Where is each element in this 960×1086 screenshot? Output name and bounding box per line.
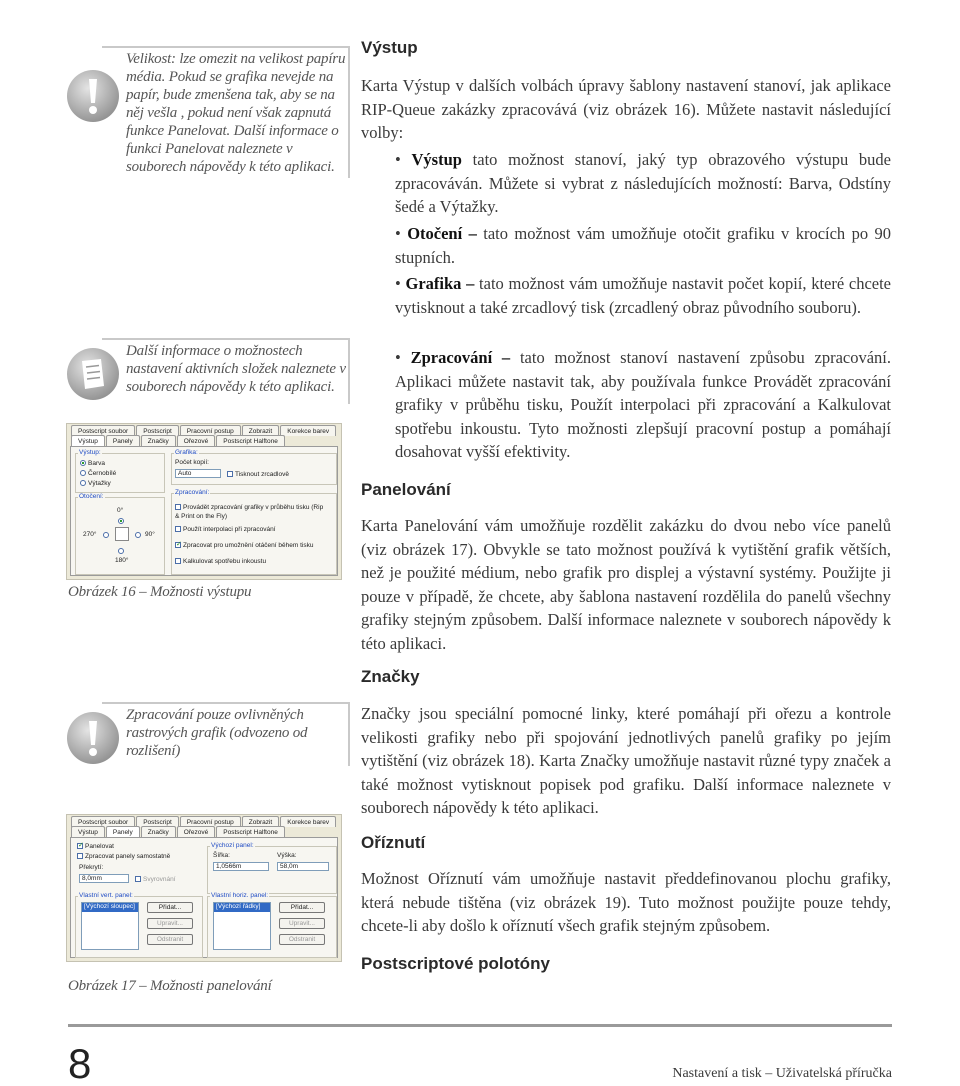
tab-zobrazit[interactable]: Zobrazit xyxy=(242,425,279,436)
radio-cernobile[interactable]: Černobílé xyxy=(80,469,116,478)
prekryti-input[interactable]: 8,0mm xyxy=(79,874,129,883)
tab-znacky[interactable]: Značky xyxy=(141,826,176,837)
tab-panely[interactable]: Panely xyxy=(106,826,140,837)
tab-panely[interactable]: Panely xyxy=(106,435,140,446)
figure-16-screenshot xyxy=(66,423,342,580)
angle-180: 180° xyxy=(115,557,129,564)
note-rule-vertical xyxy=(348,46,350,178)
bullet-grafika: • Grafika – tato možnost vám umožňuje nastavit počet kopií, které chcete vytisknout a také zrcadlový tisk (zrcadlený obraz původního souboru). xyxy=(395,274,892,317)
pridat-horiz-button[interactable]: Přidat... xyxy=(279,902,325,913)
znacky-text: Značky jsou speciální pomocné linky, které pomáhají při ořezu a kontrole velikosti grafiky nebo při spojování jednotlivých panelů grafiky po jejím vytištění (viz obrázek 18). Karta Značky umožňuje nastavit různé typy značek a také možnost vytisknout popisek pod grafiku. Další informace naleznete v souborech nápovědy k této aplikaci. xyxy=(361,704,891,817)
group-label-vlastni-vert: Vlastní vert. panel: xyxy=(79,892,133,899)
note-rule xyxy=(102,702,350,704)
group-label-otoceni: Otočení: xyxy=(79,493,104,500)
checkbox-otaceni[interactable]: ✓Zpracovat pro umožnění otáčení během tisku xyxy=(175,541,313,550)
pocet-kopii-label: Počet kopií: xyxy=(175,459,209,466)
bullet-otoceni: • Otočení – tato možnost vám umožňuje otočit grafiku v krocích po 90 stupních. xyxy=(395,224,891,267)
tab-vystup[interactable]: Výstup xyxy=(71,435,105,446)
group-label-vlastni-horiz: Vlastní horiz. panel: xyxy=(211,892,269,899)
horiz-panel-item[interactable]: [Výchozí řádky] xyxy=(214,903,270,912)
page-number: 8 xyxy=(68,1040,92,1086)
vyska-label: Výška: xyxy=(277,852,297,859)
tab-postscript[interactable]: Postscript xyxy=(136,425,179,436)
tab-pracovni-postup[interactable]: Pracovní postup xyxy=(180,425,241,436)
tabs-front-row xyxy=(67,435,341,446)
tab-panel-vystup xyxy=(70,446,338,576)
note-text: Velikost: lze omezit na velikost papíru médiа. Pokud se grafika nevejde na papír, bude zmenšena tak, aby se na něj vešla , pokud není však zapnutá funkce Panelovat. Další informace o funkci Panelovat naleznete v souborech nápovědy k této aplikaci. xyxy=(126,51,346,175)
tab-korekce-barev[interactable]: Korekce barev xyxy=(280,425,336,436)
note-velikost xyxy=(62,46,350,186)
checkbox-zrcadlove[interactable]: Tisknout zrcadlově xyxy=(227,470,289,479)
note-zpracovani xyxy=(62,702,350,782)
tab-postscript[interactable]: Postscript xyxy=(136,816,179,827)
upravit-horiz-button[interactable]: Upravit... xyxy=(279,918,325,929)
checkbox-samostatne[interactable]: Zpracovat panely samostatně xyxy=(77,852,170,861)
note-dalsi-informace xyxy=(62,338,350,414)
tab-znacky[interactable]: Značky xyxy=(141,435,176,446)
radio-angle-0[interactable] xyxy=(118,517,126,526)
exclamation-icon xyxy=(65,710,121,766)
tab-pracovni-postup[interactable]: Pracovní postup xyxy=(180,816,241,827)
radio-angle-180[interactable] xyxy=(118,547,126,556)
oriznuti-text: Možnost Oříznutí vám umožňuje nastavit předdefinovanou plochu grafiky, která nebude tištěna (viz obrázek 19). Tuto možnost použijte pouze tehdy, chcete-li aby došlo k oříznutí všech grafik stejným způsobem. xyxy=(361,869,891,935)
note-rule-vertical xyxy=(348,338,350,404)
checkbox-spotreba[interactable]: Kalkulovat spotřebu inkoustu xyxy=(175,557,266,566)
pocet-kopii-input[interactable]: Auto xyxy=(175,469,221,478)
group-label-vychozi-panel: Výchozí panel: xyxy=(211,842,254,849)
tab-postscript-soubor[interactable]: Postscript soubor xyxy=(71,816,135,827)
vyska-input[interactable]: 58,0m xyxy=(277,862,329,871)
tab-vystup[interactable]: Výstup xyxy=(71,826,105,837)
figure-17-caption: Obrázek 17 – Možnosti panelování xyxy=(68,978,272,994)
footer-rule xyxy=(68,1024,892,1027)
group-label-grafika: Grafika: xyxy=(175,449,198,456)
radio-angle-270[interactable] xyxy=(103,531,111,540)
bullet-vystup: • Výstup tato možnost stanoví, jaký typ obrazového výstupu bude zpracováván. Můžete si vybrat z následujících možností: Barva, Odstíny šedé a Výtažky. xyxy=(395,150,892,216)
document-icon xyxy=(65,346,121,402)
note-rule xyxy=(102,338,350,340)
checkbox-panelovat[interactable]: ✓Panelovat xyxy=(77,842,114,851)
sirka-label: Šířka: xyxy=(213,852,230,859)
bullet-zpracovani: • Zpracování – tato možnost stanoví nastavení způsobu zpracování. Aplikaci můžete nastavit tak, aby používala funkce Provádět zpracování grafiky v průběhu tisku, Použít interpolaci při zpracování a Kalkulovat spotřebu inkoustu. Tyto možnosti zlepšují pracovní postup a pomáhají dosahovat vyšší efektivity. xyxy=(395,348,891,461)
horiz-panel-list[interactable] xyxy=(213,902,271,950)
radio-barva[interactable]: Barva xyxy=(80,459,105,468)
tab-postscript-halftone[interactable]: Postscript Halftone xyxy=(216,826,285,837)
angle-270: 270° xyxy=(83,531,97,538)
tabs-front-row xyxy=(67,826,341,837)
vert-panel-list[interactable] xyxy=(81,902,139,950)
heading-postscript-polotony: Postscriptové polotóny xyxy=(361,954,550,973)
note-rule xyxy=(102,46,350,48)
note-text: Zpracování pouze ovlivněných rastrových grafik (odvozeno od rozlišení) xyxy=(126,707,308,759)
angle-90: 90° xyxy=(145,531,155,538)
figure-16-caption: Obrázek 16 – Možnosti výstupu xyxy=(68,584,252,600)
heading-vystup: Výstup xyxy=(361,38,418,57)
pridat-vert-button[interactable]: Přidat... xyxy=(147,902,193,913)
radio-angle-90[interactable] xyxy=(135,531,143,540)
vert-panel-item[interactable]: [Výchozí sloupec] xyxy=(82,903,138,912)
tab-orezove[interactable]: Ořezové xyxy=(177,435,216,446)
upravit-vert-button[interactable]: Upravit... xyxy=(147,918,193,929)
sirka-input[interactable]: 1,0566m xyxy=(213,862,269,871)
heading-znacky: Značky xyxy=(361,667,420,686)
group-label-zpracovani: Zpracování: xyxy=(175,489,210,496)
note-rule-vertical xyxy=(348,702,350,766)
heading-oriznuti: Oříznutí xyxy=(361,833,426,852)
tab-postscript-soubor[interactable]: Postscript soubor xyxy=(71,425,135,436)
tab-orezove[interactable]: Ořezové xyxy=(177,826,216,837)
prekryti-label: Překrytí: xyxy=(79,864,104,871)
heading-panelovani: Panelování xyxy=(361,480,451,499)
odstranit-vert-button[interactable]: Odstranit xyxy=(147,934,193,945)
footer-title: Nastavení a tisk – Uživatelská příručka xyxy=(672,1066,892,1081)
vystup-intro: Karta Výstup v dalších volbách úpravy šablony nastavení stanoví, jak aplikace RIP-Queue zakázky zpracovává (viz obrázek 16). Můžete nastavit následující volby: xyxy=(361,76,891,142)
rotation-preview-icon xyxy=(115,527,129,541)
exclamation-icon xyxy=(65,68,121,124)
tab-korekce-barev[interactable]: Korekce barev xyxy=(280,816,336,827)
note-text: Další informace o možnostech nastavení aktivních složek naleznete v souborech nápovědy k této aplikaci. xyxy=(126,343,346,395)
panelovani-text: Karta Panelování vám umožňuje rozdělit zakázku do dvou nebo více panelů (viz obrázek 17). Obvykle se tato možnost používá k vytištění grafik větších, než je použité médium, nebo grafik pro displej a výstavní systémy. Použijte ji pouze v případě, že chcete, aby šablona nastavení rozdělila do panelů všechny grafiky stejným způsobem. Další informace naleznete v souborech nápovědy k této aplikaci. xyxy=(361,516,891,653)
checkbox-interpolace[interactable]: Použít interpolaci při zpracování xyxy=(175,525,276,534)
group-label-vystup: Výstup: xyxy=(79,449,101,456)
tab-postscript-halftone[interactable]: Postscript Halftone xyxy=(216,435,285,446)
figure-17-screenshot xyxy=(66,814,342,962)
angle-0: 0° xyxy=(117,507,124,514)
tab-panel-panely xyxy=(70,837,338,958)
tab-zobrazit[interactable]: Zobrazit xyxy=(242,816,279,827)
radio-vytazky[interactable]: Výtažky xyxy=(80,479,111,488)
odstranit-horiz-button[interactable]: Odstranit xyxy=(279,934,325,945)
checkbox-svyrovnani[interactable]: Svyrovnání xyxy=(135,875,176,884)
checkbox-rip-print[interactable]: Provádět zpracování grafiky v průběhu tisku (Rip & Print on the Fly) xyxy=(175,504,324,520)
